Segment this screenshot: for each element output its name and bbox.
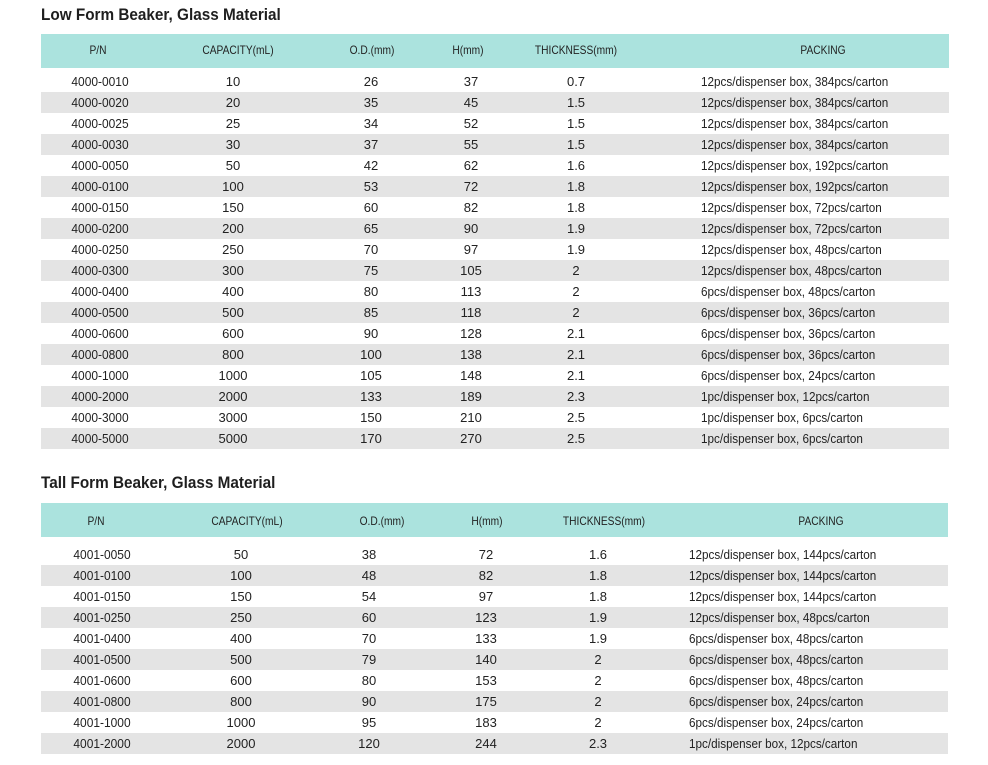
header-capacity: CAPACITY(mL)	[202, 43, 274, 57]
cell-pn: 4000-0250	[71, 242, 129, 257]
cell-od: 35	[363, 95, 379, 110]
cell-pn: 4001-0150	[73, 589, 131, 604]
cell-capacity: 250	[230, 610, 252, 625]
cell-h: 270	[460, 431, 482, 446]
cell-od: 133	[360, 389, 382, 404]
cell-od: 54	[361, 589, 377, 604]
cell-capacity: 800	[230, 694, 252, 709]
table-row	[41, 323, 949, 344]
tall-form-title: Tall Form Beaker, Glass Material	[41, 473, 276, 492]
cell-packing: 12pcs/dispenser box, 144pcs/carton	[689, 547, 877, 562]
cell-h: 244	[475, 736, 497, 751]
cell-capacity: 400	[230, 631, 252, 646]
cell-thickness: 2.1	[566, 326, 586, 341]
table-row	[41, 302, 949, 323]
cell-od: 34	[363, 116, 379, 131]
cell-od: 95	[361, 715, 377, 730]
cell-capacity: 500	[222, 305, 244, 320]
cell-packing: 12pcs/dispenser box, 384pcs/carton	[701, 116, 889, 131]
cell-capacity: 300	[222, 263, 244, 278]
header-packing: PACKING	[800, 43, 846, 57]
cell-od: 120	[358, 736, 380, 751]
cell-thickness: 2.1	[566, 368, 586, 383]
cell-capacity: 2000	[226, 736, 256, 751]
cell-pn: 4001-0050	[73, 547, 131, 562]
cell-h: 148	[460, 368, 482, 383]
cell-h: 210	[460, 410, 482, 425]
cell-packing: 1pc/dispenser box, 6pcs/carton	[701, 410, 863, 425]
table-row	[41, 239, 949, 260]
cell-capacity: 20	[225, 95, 241, 110]
table-row	[41, 176, 949, 197]
cell-od: 75	[363, 263, 379, 278]
cell-h: 183	[475, 715, 497, 730]
cell-packing: 6pcs/dispenser box, 24pcs/carton	[701, 368, 876, 383]
cell-packing: 6pcs/dispenser box, 36pcs/carton	[701, 326, 876, 341]
cell-pn: 4000-0020	[71, 95, 129, 110]
cell-h: 55	[463, 137, 479, 152]
cell-od: 70	[363, 242, 379, 257]
cell-od: 170	[360, 431, 382, 446]
cell-thickness: 0.7	[566, 74, 586, 89]
cell-capacity: 400	[222, 284, 244, 299]
cell-thickness: 1.9	[588, 631, 608, 646]
cell-pn: 4001-0800	[73, 694, 131, 709]
cell-pn: 4000-0025	[71, 116, 129, 131]
cell-thickness: 1.9	[566, 221, 586, 236]
cell-capacity: 50	[233, 547, 249, 562]
cell-od: 85	[363, 305, 379, 320]
cell-pn: 4000-1000	[71, 368, 129, 383]
cell-thickness: 1.5	[566, 116, 586, 131]
cell-h: 189	[460, 389, 482, 404]
cell-od: 80	[361, 673, 377, 688]
cell-pn: 4001-0250	[73, 610, 131, 625]
header-h: H(mm)	[452, 43, 484, 57]
cell-capacity: 150	[222, 200, 244, 215]
table-row	[41, 134, 949, 155]
header-thickness: THICKNESS(mm)	[534, 43, 618, 57]
cell-od: 53	[363, 179, 379, 194]
cell-h: 175	[475, 694, 497, 709]
table-row	[41, 113, 949, 134]
header-pn: P/N	[87, 514, 105, 528]
cell-h: 72	[478, 547, 494, 562]
cell-thickness: 1.8	[566, 179, 586, 194]
table-row	[41, 218, 949, 239]
table-row	[41, 71, 949, 92]
cell-h: 82	[463, 200, 479, 215]
cell-pn: 4001-0500	[73, 652, 131, 667]
cell-capacity: 1000	[226, 715, 256, 730]
table-row	[41, 670, 948, 691]
table-row	[41, 691, 948, 712]
table-row	[41, 197, 949, 218]
header-h: H(mm)	[471, 514, 503, 528]
table-row	[41, 733, 948, 754]
cell-pn: 4000-0010	[71, 74, 129, 89]
cell-packing: 1pc/dispenser box, 6pcs/carton	[701, 431, 863, 446]
cell-packing: 12pcs/dispenser box, 48pcs/carton	[689, 610, 870, 625]
cell-packing: 12pcs/dispenser box, 192pcs/carton	[701, 158, 889, 173]
cell-pn: 4000-0600	[71, 326, 129, 341]
cell-h: 118	[460, 305, 482, 320]
cell-pn: 4000-3000	[71, 410, 129, 425]
cell-h: 128	[460, 326, 482, 341]
table-row	[41, 428, 949, 449]
table-row	[41, 565, 948, 586]
cell-thickness: 1.9	[588, 610, 608, 625]
cell-packing: 12pcs/dispenser box, 48pcs/carton	[701, 263, 882, 278]
header-pn: P/N	[89, 43, 107, 57]
cell-packing: 12pcs/dispenser box, 48pcs/carton	[701, 242, 882, 257]
cell-h: 138	[460, 347, 482, 362]
header-packing: PACKING	[798, 514, 844, 528]
cell-od: 60	[361, 610, 377, 625]
table-row	[41, 407, 949, 428]
table-row	[41, 628, 948, 649]
cell-pn: 4000-0500	[71, 305, 129, 320]
cell-packing: 12pcs/dispenser box, 144pcs/carton	[689, 589, 877, 604]
header-od: O.D.(mm)	[359, 514, 405, 528]
cell-od: 70	[361, 631, 377, 646]
header-capacity: CAPACITY(mL)	[211, 514, 283, 528]
cell-capacity: 50	[225, 158, 241, 173]
cell-od: 48	[361, 568, 377, 583]
cell-thickness: 1.9	[566, 242, 586, 257]
cell-packing: 12pcs/dispenser box, 192pcs/carton	[701, 179, 889, 194]
table-header	[41, 503, 948, 537]
cell-thickness: 1.8	[588, 568, 608, 583]
table-row	[41, 155, 949, 176]
cell-od: 90	[361, 694, 377, 709]
cell-packing: 1pc/dispenser box, 12pcs/carton	[689, 736, 858, 751]
cell-packing: 12pcs/dispenser box, 72pcs/carton	[701, 200, 882, 215]
cell-thickness: 2.3	[588, 736, 608, 751]
cell-pn: 4001-2000	[73, 736, 131, 751]
cell-h: 97	[478, 589, 494, 604]
cell-thickness: 1.6	[566, 158, 586, 173]
cell-packing: 12pcs/dispenser box, 144pcs/carton	[689, 568, 877, 583]
cell-pn: 4001-1000	[73, 715, 131, 730]
cell-packing: 12pcs/dispenser box, 384pcs/carton	[701, 95, 889, 110]
cell-capacity: 100	[222, 179, 244, 194]
cell-thickness: 2	[572, 284, 580, 299]
cell-pn: 4000-0050	[71, 158, 129, 173]
table-row	[41, 386, 949, 407]
cell-capacity: 30	[225, 137, 241, 152]
cell-od: 100	[360, 347, 382, 362]
cell-h: 140	[475, 652, 497, 667]
table-row	[41, 544, 948, 565]
cell-pn: 4000-0150	[71, 200, 129, 215]
cell-thickness: 2	[572, 263, 580, 278]
cell-h: 62	[463, 158, 479, 173]
cell-capacity: 500	[230, 652, 252, 667]
table-row	[41, 607, 948, 628]
cell-od: 105	[360, 368, 382, 383]
cell-packing: 6pcs/dispenser box, 48pcs/carton	[689, 673, 864, 688]
table-row	[41, 260, 949, 281]
cell-pn: 4001-0100	[73, 568, 131, 583]
cell-capacity: 25	[225, 116, 241, 131]
cell-capacity: 800	[222, 347, 244, 362]
cell-od: 42	[363, 158, 379, 173]
cell-thickness: 1.8	[588, 589, 608, 604]
cell-thickness: 1.6	[588, 547, 608, 562]
cell-h: 45	[463, 95, 479, 110]
cell-pn: 4000-5000	[71, 431, 129, 446]
cell-od: 90	[363, 326, 379, 341]
cell-od: 38	[361, 547, 377, 562]
cell-od: 65	[363, 221, 379, 236]
cell-capacity: 600	[222, 326, 244, 341]
cell-h: 82	[478, 568, 494, 583]
cell-h: 153	[475, 673, 497, 688]
cell-capacity: 250	[222, 242, 244, 257]
cell-pn: 4000-0800	[71, 347, 129, 362]
cell-pn: 4001-0400	[73, 631, 131, 646]
table-row	[41, 649, 948, 670]
cell-thickness: 2.3	[566, 389, 586, 404]
cell-pn: 4000-0200	[71, 221, 129, 236]
cell-pn: 4000-0100	[71, 179, 129, 194]
cell-packing: 12pcs/dispenser box, 384pcs/carton	[701, 137, 889, 152]
cell-capacity: 2000	[218, 389, 248, 404]
cell-h: 113	[460, 284, 482, 299]
cell-thickness: 2	[594, 715, 602, 730]
cell-h: 123	[475, 610, 497, 625]
cell-thickness: 1.5	[566, 95, 586, 110]
cell-capacity: 10	[225, 74, 241, 89]
table-header	[41, 34, 949, 68]
cell-capacity: 200	[222, 221, 244, 236]
table-row	[41, 281, 949, 302]
cell-pn: 4000-2000	[71, 389, 129, 404]
cell-thickness: 2	[572, 305, 580, 320]
cell-thickness: 2	[594, 652, 602, 667]
cell-h: 90	[463, 221, 479, 236]
header-od: O.D.(mm)	[349, 43, 395, 57]
table-row	[41, 344, 949, 365]
cell-h: 37	[463, 74, 479, 89]
cell-capacity: 3000	[218, 410, 248, 425]
table-row	[41, 586, 948, 607]
cell-h: 52	[463, 116, 479, 131]
cell-od: 37	[363, 137, 379, 152]
cell-pn: 4000-0300	[71, 263, 129, 278]
cell-thickness: 1.8	[566, 200, 586, 215]
cell-thickness: 2.5	[566, 431, 586, 446]
cell-pn: 4000-0030	[71, 137, 129, 152]
cell-packing: 6pcs/dispenser box, 48pcs/carton	[689, 652, 864, 667]
table-row	[41, 365, 949, 386]
cell-packing: 6pcs/dispenser box, 48pcs/carton	[689, 631, 864, 646]
cell-packing: 6pcs/dispenser box, 24pcs/carton	[689, 694, 864, 709]
cell-packing: 6pcs/dispenser box, 36pcs/carton	[701, 347, 876, 362]
cell-od: 79	[361, 652, 377, 667]
cell-od: 80	[363, 284, 379, 299]
cell-h: 72	[463, 179, 479, 194]
cell-h: 133	[475, 631, 497, 646]
cell-h: 105	[460, 263, 482, 278]
cell-pn: 4000-0400	[71, 284, 129, 299]
cell-h: 97	[463, 242, 479, 257]
cell-capacity: 150	[230, 589, 252, 604]
cell-packing: 6pcs/dispenser box, 48pcs/carton	[701, 284, 876, 299]
cell-pn: 4001-0600	[73, 673, 131, 688]
cell-capacity: 100	[230, 568, 252, 583]
table-row	[41, 92, 949, 113]
cell-thickness: 2	[594, 694, 602, 709]
cell-packing: 6pcs/dispenser box, 36pcs/carton	[701, 305, 876, 320]
cell-thickness: 2	[594, 673, 602, 688]
low-form-title: Low Form Beaker, Glass Material	[41, 5, 281, 24]
cell-packing: 12pcs/dispenser box, 72pcs/carton	[701, 221, 882, 236]
cell-capacity: 1000	[218, 368, 248, 383]
table-row	[41, 712, 948, 733]
cell-thickness: 2.1	[566, 347, 586, 362]
cell-capacity: 600	[230, 673, 252, 688]
cell-packing: 12pcs/dispenser box, 384pcs/carton	[701, 74, 889, 89]
cell-capacity: 5000	[218, 431, 248, 446]
cell-thickness: 1.5	[566, 137, 586, 152]
cell-thickness: 2.5	[566, 410, 586, 425]
cell-od: 150	[360, 410, 382, 425]
cell-packing: 1pc/dispenser box, 12pcs/carton	[701, 389, 870, 404]
header-thickness: THICKNESS(mm)	[562, 514, 646, 528]
cell-od: 60	[363, 200, 379, 215]
cell-packing: 6pcs/dispenser box, 24pcs/carton	[689, 715, 864, 730]
cell-od: 26	[363, 74, 379, 89]
